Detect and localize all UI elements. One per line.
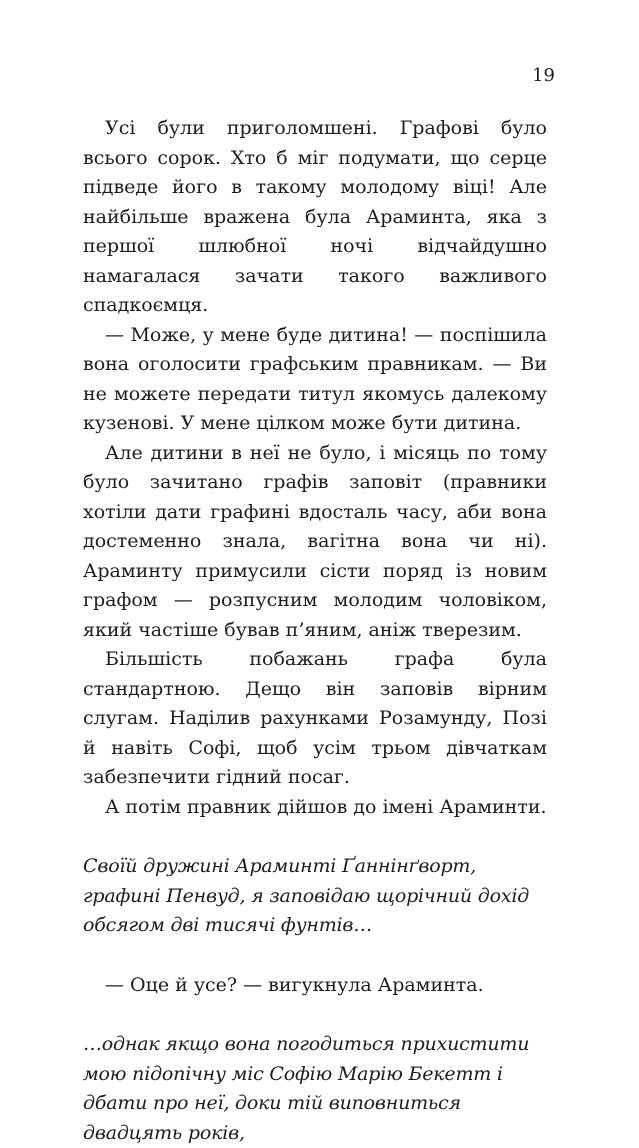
paragraph: Усі були приголомшені. Графові було всього сорок. Хто б міг подумати, що серце підведе його в такому молодому віці! Але найбільше вражена була Араминта, яка з першої шлюбної ночі відчайдушно намагалася зачати такого важливого спадкоємця. <box>83 117 547 316</box>
page-number: 19 <box>532 65 555 86</box>
paragraph: — Оце й усе? — вигукнула Араминта. <box>105 973 484 996</box>
paragraph: Але дитини в неї не було, і місяць по тому було зачитано графів заповіт (правники хотіли дати графині вдосталь часу, аби вона достеменно знала, вагітна вона чи ні). Араминту примусили сісти поряд із новим графом — розпусним молодим чоловіком, який частіше бував п’яним, аніж тверезим. <box>83 441 547 641</box>
paragraph: Більшість побажань графа була стандартною. Дещо він заповів вірним слугам. Наділив рахунками Розамунду, Позі й навіть Софі, щоб усім трьом дівчаткам забезпечити гідний посаг. <box>83 648 547 788</box>
paragraph: — Може, у мене буде дитина! — поспішила вона оголосити графським правникам. — Ви не можете передати титул якомусь далекому кузенові. У мене цілком може бути дитина. <box>83 323 547 434</box>
will-quote: …однак якщо вона погодиться прихистити мою підопічну міс Софію Марію Бекетт і дбати про неї, доки тій виповниться двадцять років, <box>83 1033 530 1144</box>
paragraph: А потім правник дійшов до імені Араминти. <box>105 795 547 818</box>
page-text <box>83 114 547 1148</box>
will-quote: Своїй дружині Араминті Ґаннінґворт, графині Пенвуд, я заповідаю щорічний дохід обсягом дві тисячі фунтів… <box>83 855 530 936</box>
